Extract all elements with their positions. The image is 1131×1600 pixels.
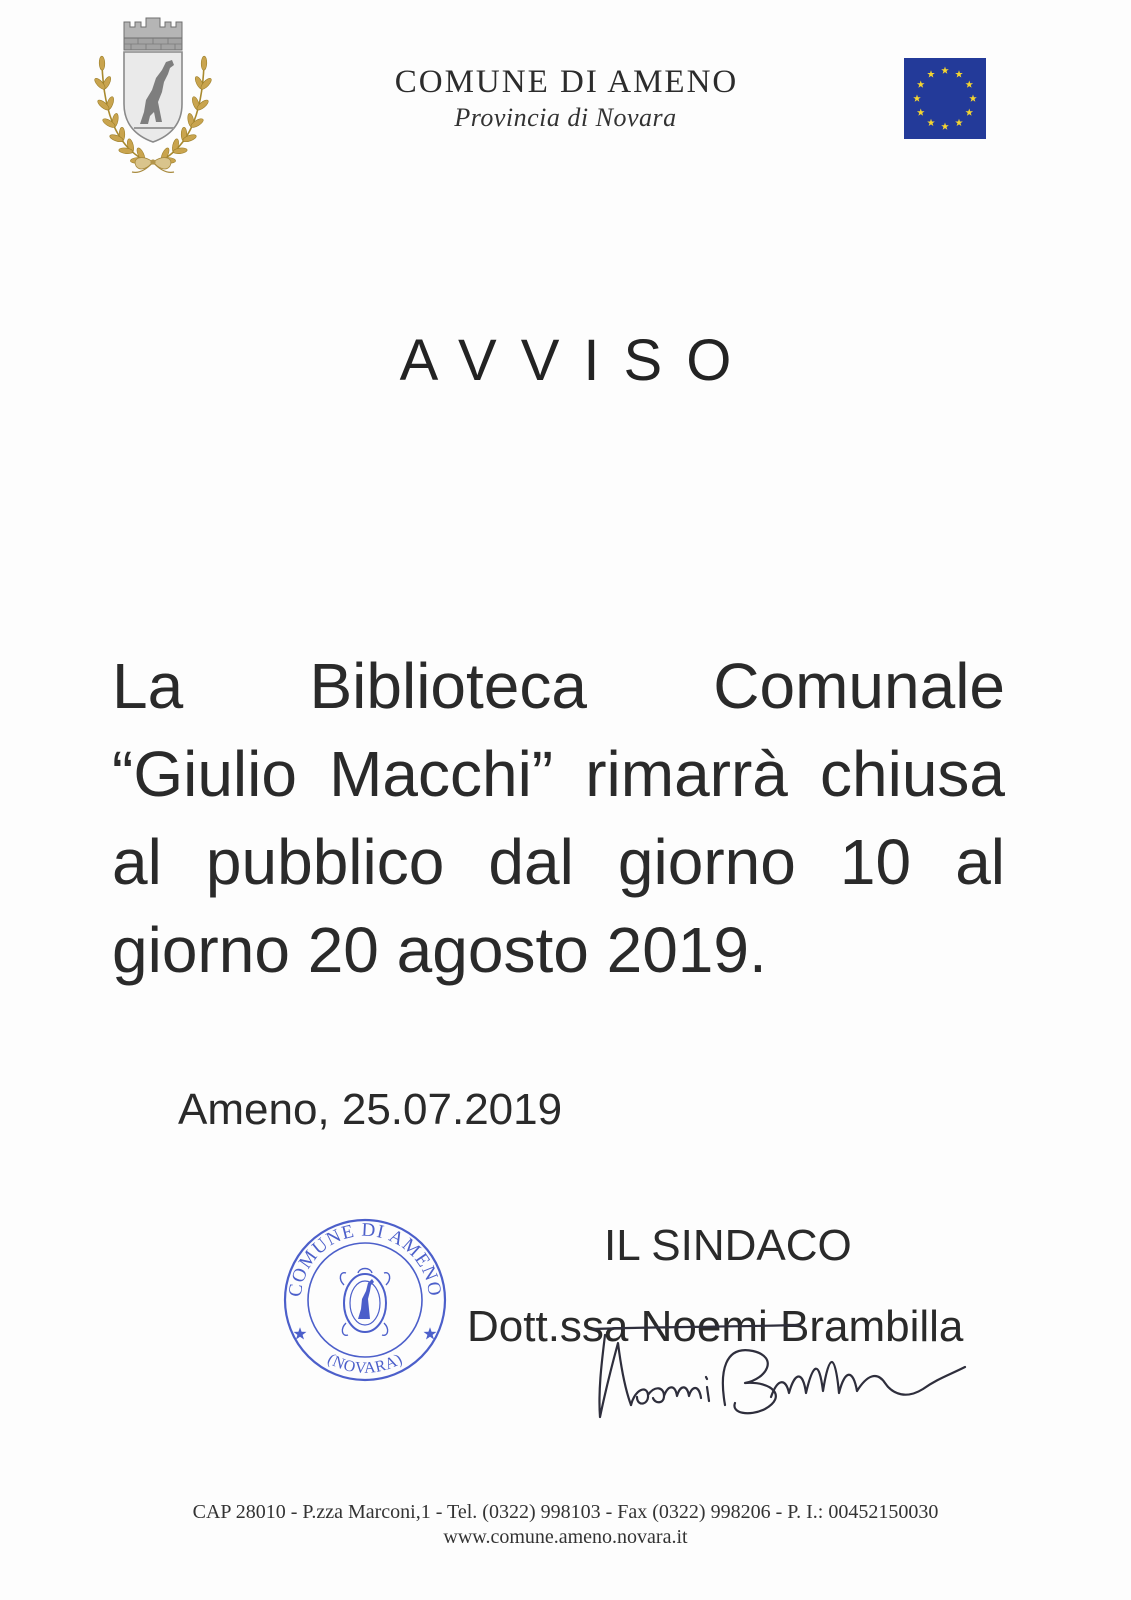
stamp-emblem-icon xyxy=(340,1269,389,1336)
stamp-bottom-label: (NOVARA) xyxy=(324,1350,406,1378)
notice-body-line: al pubblico dal giorno 10 al xyxy=(112,826,1005,898)
notice-body xyxy=(112,642,1005,994)
handwritten-signature xyxy=(585,1305,970,1425)
notice-body-line: “Giulio Macchi” rimarrà chiusa xyxy=(112,738,1005,810)
ribbon-bow-icon xyxy=(132,158,174,173)
mural-crown-icon xyxy=(124,18,182,50)
footer-website: www.comune.ameno.novara.it xyxy=(443,1526,688,1548)
footer-address: CAP 28010 - P.zza Marconi,1 - Tel. (0322) 998103 - Fax (0322) 998206 - P. I.: 00452150030 xyxy=(192,1501,939,1523)
place-and-date: Ameno, 25.07.2019 xyxy=(178,1085,563,1134)
notice-title: AVVISO xyxy=(399,328,756,393)
stamp-bottom-text xyxy=(324,1351,405,1378)
official-stamp xyxy=(280,1215,450,1385)
province-name: Provincia di Novara xyxy=(454,103,677,132)
notice-body-line: La Biblioteca Comunale xyxy=(112,650,1005,722)
stamp-top-label: COMUNE DI AMENO xyxy=(284,1219,446,1299)
signer-role: IL SINDACO xyxy=(604,1221,852,1270)
notice-body-line: giorno 20 agosto 2019. xyxy=(112,914,767,986)
municipality-name: COMUNE DI AMENO xyxy=(394,64,739,100)
eu-flag-icon xyxy=(904,58,986,139)
signer-name: Dott.ssa Noemi Brambilla xyxy=(467,1302,964,1351)
